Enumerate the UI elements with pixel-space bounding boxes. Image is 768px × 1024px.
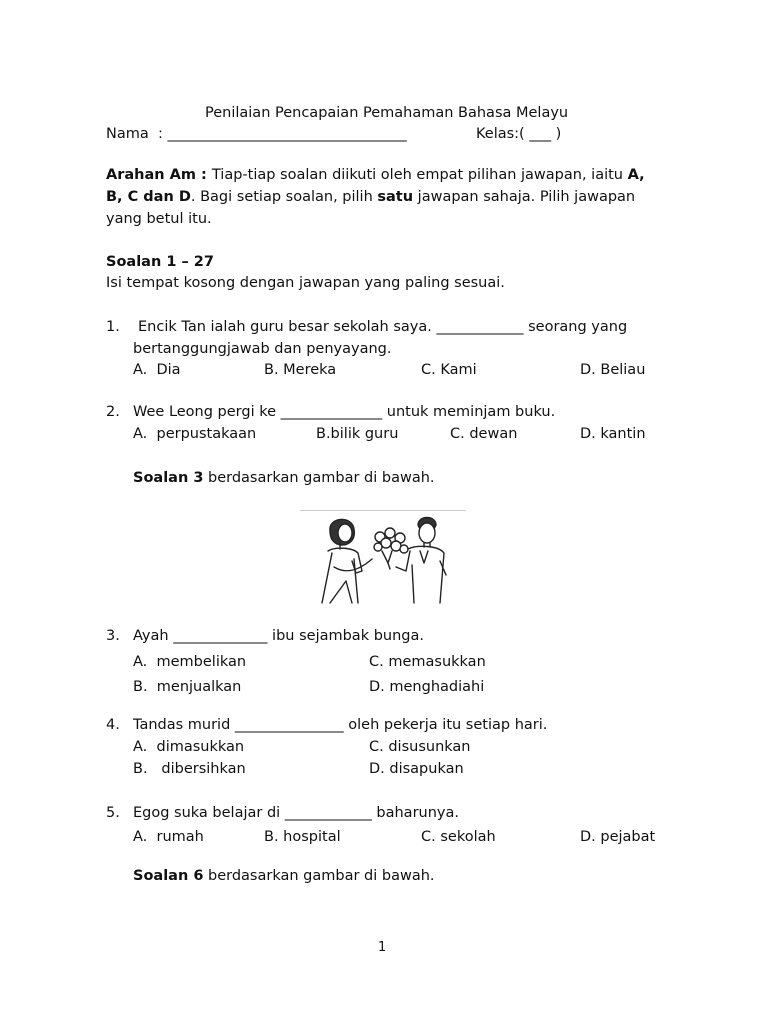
- instructions-line-2: [106, 187, 635, 207]
- q4-stem: Tandas murid _______________ oleh pekerja itu setiap hari.: [133, 717, 548, 733]
- q1-stem: Encik Tan ialah guru besar sekolah saya. ____________ seorang yang: [138, 319, 628, 335]
- q5-option-a: A. rumah: [133, 829, 204, 845]
- q1-option-d: D. Beliau: [580, 362, 646, 378]
- q3-option-b: B. menjualkan: [133, 679, 242, 695]
- q5-option-d: D. pejabat: [580, 829, 656, 845]
- q4-option-a: A. dimasukkan: [133, 739, 245, 755]
- q3-reference-text: berdasarkan gambar di bawah.: [203, 470, 435, 486]
- q3-option-a: A. membelikan: [133, 654, 247, 670]
- q4-option-b: B. dibersihkan: [133, 761, 246, 777]
- q6-reference-text: berdasarkan gambar di bawah.: [203, 868, 435, 884]
- q3-option-d: D. menghadiahi: [369, 679, 485, 695]
- class-field-label: Kelas:( ___ ): [476, 126, 562, 142]
- instructions-label: Arahan Am: [106, 167, 196, 183]
- couple-with-bouquet-icon: [300, 511, 466, 605]
- instructions-colon: :: [195, 167, 212, 183]
- q4-option-c: C. disusunkan: [369, 739, 471, 755]
- q1-number: 1.: [106, 319, 120, 335]
- name-field-label: Nama : _________________________________: [106, 126, 407, 142]
- q1-stem-2: bertanggungjawab dan penyayang.: [133, 341, 392, 357]
- instructions-bold-satu: satu: [377, 189, 414, 205]
- instructions-line-1: [106, 165, 645, 185]
- q2-option-b: B.bilik guru: [316, 426, 399, 442]
- q2-number: 2.: [106, 404, 120, 420]
- section-instruction: Isi tempat kosong dengan jawapan yang paling sesuai.: [106, 275, 505, 291]
- instructions-text-1: Tiap-tiap soalan diikuti oleh empat pilihan jawapan, iaitu: [211, 167, 628, 183]
- q1-option-b: B. Mereka: [264, 362, 337, 378]
- flower-gift-illustration: [300, 510, 466, 605]
- page-title: Penilaian Pencapaian Pemahaman Bahasa Melayu: [205, 105, 569, 121]
- q2-option-c: C. dewan: [450, 426, 518, 442]
- q2-option-a: A. perpustakaan: [133, 426, 257, 442]
- q2-option-d: D. kantin: [580, 426, 646, 442]
- q5-stem: Egog suka belajar di ____________ baharunya.: [133, 805, 459, 821]
- q3-option-c: C. memasukkan: [369, 654, 486, 670]
- q5-option-c: C. sekolah: [421, 829, 496, 845]
- q3-number: 3.: [106, 628, 120, 644]
- instructions-text-2: . Bagi setiap soalan, pilih: [190, 189, 378, 205]
- q1-option-a: A. Dia: [133, 362, 181, 378]
- q5-option-b: B. hospital: [264, 829, 341, 845]
- q2-stem: Wee Leong pergi ke ______________ untuk meminjam buku.: [133, 404, 556, 420]
- q3-reference-bold: Soalan 3: [133, 470, 204, 486]
- instructions-line-3: yang betul itu.: [106, 211, 212, 227]
- section-title: Soalan 1 – 27: [106, 254, 214, 270]
- q4-option-d: D. disapukan: [369, 761, 464, 777]
- instructions-text-3: jawapan sahaja. Pilih jawapan: [413, 189, 636, 205]
- q6-reference: [133, 866, 435, 886]
- q5-number: 5.: [106, 805, 120, 821]
- q1-option-c: C. Kami: [421, 362, 477, 378]
- q3-reference: [133, 468, 435, 488]
- instructions-bold-bcd: B, C dan D: [106, 189, 191, 205]
- instructions-bold-a: A,: [627, 167, 645, 183]
- q6-reference-bold: Soalan 6: [133, 868, 204, 884]
- q4-number: 4.: [106, 717, 120, 733]
- page-number: 1: [378, 940, 387, 955]
- q3-stem: Ayah _____________ ibu sejambak bunga.: [133, 628, 424, 644]
